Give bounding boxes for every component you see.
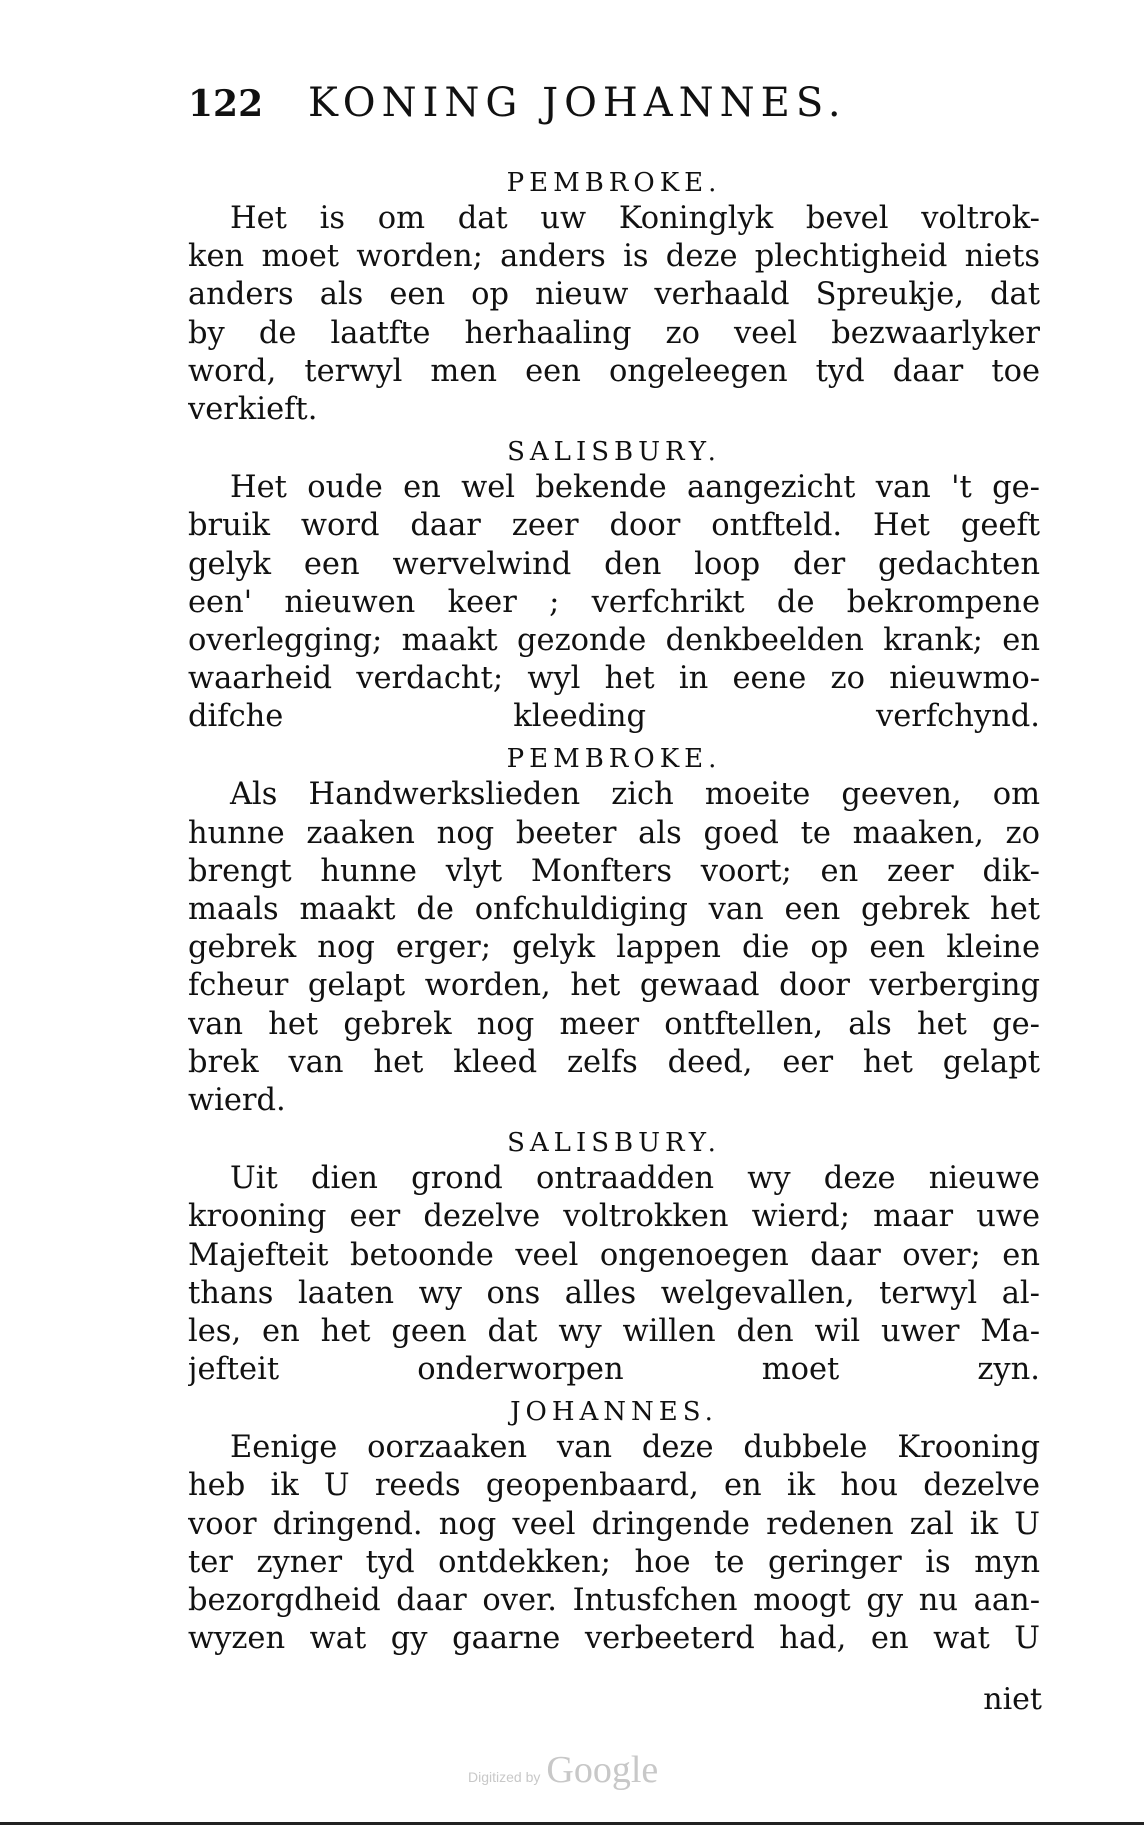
page-header: [188, 80, 948, 130]
text-line: Als Handwerkslieden zich moeite geeven, om: [230, 777, 1040, 813]
text-line: ter zyner tyd ontdekken; hoe te geringer is myn: [188, 1544, 1040, 1580]
text-line: waarheid verdacht; wyl het in eene zo nieuwmo-: [188, 661, 1040, 697]
text-line: overlegging; maakt gezonde denkbeelden krank; en: [188, 622, 1040, 658]
speaker-heading: PEMBROKE.: [506, 168, 722, 198]
text-line: heb ik U reeds geopenbaard, en ik hou dezelve: [188, 1468, 1040, 1504]
bottom-scan-edge: [0, 1822, 1144, 1825]
google-logo: Google: [546, 1749, 659, 1791]
text-line: gelyk een wervelwind den loop der gedachten: [188, 546, 1040, 582]
play-text: [188, 160, 1040, 1658]
text-line: verkieft.: [188, 391, 318, 427]
text-line: bruik word daar zeer door ontfteld. Het geeft: [188, 508, 1040, 544]
speech-paragraph: [188, 469, 1040, 736]
text-line: Eenige oorzaaken van deze dubbele Krooning: [230, 1430, 1040, 1466]
text-line: wierd.: [188, 1082, 286, 1118]
speech-paragraph: [188, 1429, 1040, 1658]
speaker-heading: SALISBURY.: [507, 437, 721, 468]
text-line: by de laatfte herhaaling zo veel bezwaarlyker: [188, 315, 1040, 351]
text-line: hunne zaaken nog beeter als goed te maaken, zo: [188, 815, 1040, 851]
text-line: wyzen wat gy gaarne verbeeterd had, en wat U: [188, 1621, 1040, 1657]
text-line: bezorgdheid daar over. Intusfchen moogt gy nu aan-: [188, 1583, 1040, 1618]
text-line: Uit dien grond ontraadden wy deze nieuwe: [230, 1161, 1040, 1197]
text-line: Het oude en wel bekende aangezicht van 't ge-: [230, 470, 1040, 506]
text-line: thans laaten wy ons alles welgevallen, terwyl al-: [188, 1275, 1040, 1311]
text-line: gebrek nog erger; gelyk lappen die op een kleine: [188, 930, 1040, 966]
text-line: voor dringend. nog veel dringende redenen zal ik U: [188, 1506, 1040, 1542]
text-line: Majefteit betoonde veel ongenoegen daar over; en: [188, 1237, 1040, 1273]
text-line: brengt hunne vlyt Monfters voort; en zeer dik-: [188, 853, 1040, 889]
page-number: 122: [188, 83, 264, 125]
speech-paragraph: [188, 776, 1040, 1120]
watermark-prefix: Digitized by: [468, 1769, 541, 1785]
text-line: van het gebrek nog meer ontftellen, als het ge-: [188, 1006, 1040, 1042]
text-line: ken moet worden; anders is deze plechtigheid niets: [188, 239, 1040, 275]
text-line: fcheur gelapt worden, het gewaad door verberging: [188, 968, 1040, 1004]
speaker-heading: SALISBURY.: [507, 1128, 721, 1159]
text-line: maals maakt de onfchuldiging van een gebrek het: [188, 892, 1040, 927]
text-line: word, terwyl men een ongeleegen tyd daar toe: [188, 353, 1040, 389]
text-line: brek van het kleed zelfs deed, eer het gelapt: [188, 1044, 1040, 1080]
digitized-watermark: [468, 1748, 658, 1792]
text-line: les, en het geen dat wy willen den wil uwer Ma-: [188, 1313, 1040, 1349]
text-line: difche kleeding verfchynd.: [188, 699, 1040, 735]
text-line: Het is om dat uw Koninglyk bevel voltrok-: [230, 201, 1040, 236]
speaker-heading: JOHANNES.: [510, 1397, 718, 1428]
text-line: krooning eer dezelve voltrokken wierd; maar uwe: [188, 1199, 1040, 1235]
speaker-heading: PEMBROKE.: [506, 744, 722, 775]
running-title: KONING JOHANNES.: [308, 80, 847, 126]
speech-paragraph: [188, 1160, 1040, 1389]
text-line: anders als een op nieuw verhaald Spreukje, dat: [188, 277, 1040, 313]
text-line: jefteit onderworpen moet zyn.: [188, 1352, 1040, 1388]
speech-paragraph: [188, 200, 1040, 429]
catchword: niet: [983, 1682, 1042, 1717]
text-line: een' nieuwen keer ; verfchrikt de bekrompene: [188, 584, 1040, 620]
